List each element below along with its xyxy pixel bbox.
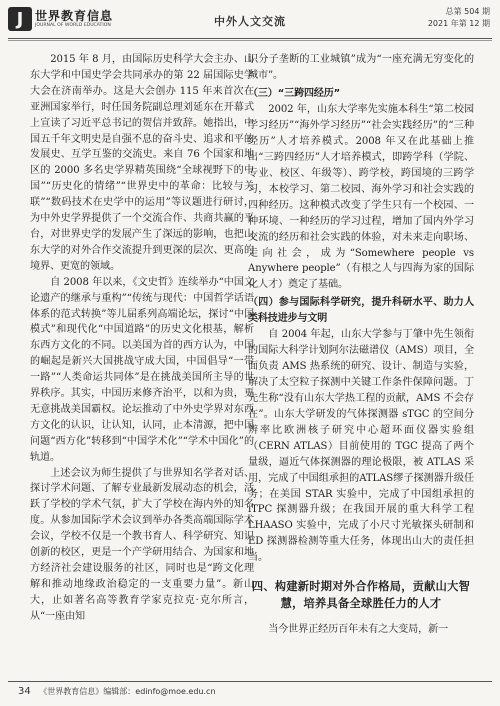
- footer-rule: [8, 681, 492, 682]
- paragraph: 自 2004 年起，山东大学参与丁肇中先生领衔的国际大科学计划阿尔法磁谱仪（AMS）项目，全面负责 AMS 热系统的研究、设计、制造与实验，解决了太空粒子探测中关键工作条件保障问题。丁先生称“没有山东大学热工程的贡献，AMS 不会存在”。山东大学研发的气体探测器 sTGC 的空间分辨率比欧洲核子研究中心超环面仪器实验组（CERN ATLAS）目前使用的 TGC 提高了两个量级，逼近气体探测器的理论极限，被 ATLAS 采用，完成了中国组承担的ATLAS缪子探测器升级任务；在美国 STAR 实验中，完成了中国组承担的iTPC 探测器升级；在我国开展的重大科学工程 LHAASO 实验中，完成了小尺寸光敏探头研制和 ED 探测器检测等重大任务，体现出山大的责任担当。: [248, 329, 474, 564]
- page-header: [0, 0, 500, 40]
- paragraph: 2015 年 8 月，由国际历史科学大会主办、山东大学和中国史学会共同承办的第 22 届国际史学大会在济南举办。这是大会创办 115 年来首次在亚洲国家举行，时任国务院副总理刘延东在开幕式上宣读了习近平总书记的贺信并致辞。她指出，中国五千年文明史是自强不息的奋斗史、追求和平的发展史、互学互鉴的交流史。来自 76 个国家和地区的 2000 多名史学界精英围绕“全球视野下的中国”“历史化的情绪”“世界史中的革命：比较与关联”“数码技术在史学中的运用”等议题进行研讨，为中外史学界提供了一个交流合作、共商共赢的平台，对世界史学的发展产生了深远的影响，也把山东大学的对外合作交流提升到更深的层次、更高的境界、更宽的领域。: [30, 54, 254, 272]
- logo-english-title: JOURNAL OF WORLD EDUCATION: [35, 22, 111, 28]
- left-column: [30, 52, 254, 625]
- paragraph-continued: 识分子垄断的工业城镇”成为“一座充满无穷变化的城市”。: [248, 54, 474, 81]
- header-rule: [8, 38, 492, 39]
- paragraph: 当今世界正经历百年未有之大变局，新一: [268, 624, 449, 636]
- subheading-three: （三）“三跨四经历”: [248, 87, 341, 99]
- paragraph: 自 2008 年以来，《文史哲》连续举办“中国文论遗产的继承与重构”“传统与现代：中国哲学话语体系的范式转换”等儿届系列高端论坛，探讨“中国模式”和现代化“中国道路”的历史文化根基，解析东西方文化的不同。以美国为首的西方认为，中国的崛起是新兴大国挑战守成大国，中国倡导“一带一路”“人类命运共同体”是在挑战美国所主导的世界秩序。其实，中国历来修齐治平，以和为贵，更无意挑战美国霸权。论坛推动了中外史学界对东西方文化的认识，让认知，认同，止本清源，把中国问题“西方化”转移到“中国学术化”“学术中国化”的轨道。: [30, 276, 254, 463]
- page-footer: [18, 686, 216, 697]
- issue-info: [428, 6, 490, 30]
- section-title: 中外人文交流: [214, 15, 286, 28]
- issue-year-number: 2021 年第 12 期: [427, 19, 490, 28]
- logo-chinese-title: 世界教育信息: [35, 8, 114, 23]
- right-column: [248, 52, 474, 638]
- page-number: 34: [18, 686, 31, 697]
- subheading-four: （四）参与国际科学研究，提升科研水平、助力人类科技进步与文明: [248, 297, 474, 324]
- paragraph: 上述会议为师生提供了与世界知名学者对话、探讨学术问题、了解专业最新发展动态的机会，活跃了学校的学术气氛，扩大了学校在海内外的知名度。从参加国际学术会议到举办各类高端国际学术会议，学校不仅是一个教书育人、科学研究、知识创新的校区，更是一个产学研用结合、为国家和地方经济社会建设服务的社区，同时也是“跨文化理解和推动地缘政治稳定的一支重要力量”。新山大，止如著名高等教育学家克拉克·克尔所言，从“一座由知: [30, 467, 254, 622]
- logo-mark-icon: J: [8, 7, 32, 31]
- paragraph: 2002 年，山东大学率先实施本科生“第二校园学习经历”“海外学习经历”“社会实践经历”的“三种经历”人才培养模式。2008 年又在此基础上推出“三跨四经历”人才培养模式，即跨学科（学院、专业、校区、年级等）、跨学校，跨国境的三跨学习，本校学习、第二校园、海外学习和社会实践的四种经历。这种模式改变了学生只有一个校园、一种环境、一种经历的学习过程，增加了国内外学习交流的经历和社会实践的体验，对未来走向职场、走向社会，成为“Somewhere people vs Anywhere people”（有根之人与四海为家的国际化人才）奠定了基础。: [248, 104, 474, 291]
- issue-total-number: 总第 504 期: [445, 7, 490, 16]
- header-rule-thin: [8, 40, 492, 41]
- section-heading-four: 四、构建新时期对外合作格局，贡献山大智慧，培养具备全球胜任力的人才: [251, 580, 471, 611]
- footer-contact: 《世界教育信息》编辑部：edinfo@moe.edu.cn: [39, 687, 216, 696]
